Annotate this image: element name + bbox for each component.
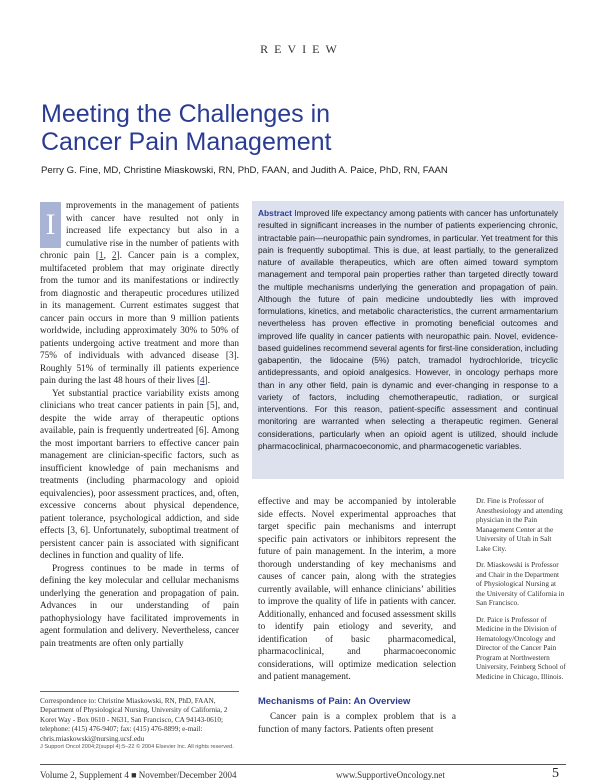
section-label: REVIEW [260, 42, 343, 56]
intro-text-middle: ]. Cancer pain is a complex, multifaceted problem that may originate directly from the tumor and its manifestations or indirectly from diagnostic and therapeutic procedures utilized in its management. Current estimates suggest that cancer pain occurs in more than 9 million patients worldwide, including approximately 30% to 50% of patients undergoing active treatment and more than 75% of individuals with advanced disease [3]. Roughly 51% of terminally ill patients experience pain during the last 48 hours of their lives [ [40, 251, 239, 386]
affiliation-miaskowski: Dr. Miaskowski is Professor and Chair in the Department of Physiological Nursing at the University of California in San Francisco. [476, 560, 565, 607]
author-affiliations [476, 496, 566, 751]
affiliation-fine: Dr. Fine is Professor of Anesthesiology and attending physician in the Pain Management Center at the University of Utah in Salt Lake City. [476, 496, 563, 553]
body-column-right [258, 496, 456, 781]
reference-separator: , [103, 251, 112, 261]
journal-citation: J Support Oncol 2004;2(suppl 4):5–22 © 2004 Elsevier Inc. All rights reserved. [40, 744, 234, 750]
reference-link-4[interactable]: 4 [200, 376, 205, 386]
section-heading: Mechanisms of Pain: An Overview [258, 694, 411, 706]
reference-link-2[interactable]: 2 [111, 251, 117, 261]
progress-paragraph: Progress continues to be made in terms of defining the key molecular and cellular mechanisms underlying the generation and propagation of pain. Advances in our understanding of pain pathophysiology have facilitated improvements in agent formulation and delivery. Nevertheless, cancer pain treatments are often only partially [40, 563, 239, 649]
author-list: Perry G. Fine, MD, Christine Miaskowski, RN, PhD, FAAN, and Judith A. Paice, PhD, RN, FAAN [41, 165, 448, 176]
footer-url[interactable]: www.SupportiveOncology.net [336, 770, 445, 780]
intro-text-end: ]. [204, 376, 211, 386]
mechanisms-paragraph: Cancer pain is a complex problem that is a function of many factors. Patients often present [258, 712, 456, 735]
abstract-label: Abstract [258, 208, 292, 218]
affiliation-paice: Dr. Paice is Professor of Medicine in the Division of Hematology/Oncology and Director of the Cancer Pain Program at Northwestern University, Feinberg School of Medicine in Chicago, Illinois. [476, 614, 566, 681]
footer-divider [40, 764, 566, 765]
abstract [258, 207, 558, 477]
footer-issue: Volume 2, Supplement 4 ■ November/December 2004 [40, 770, 237, 780]
body-column-left [40, 200, 239, 652]
abstract-text: Improved life expectancy among patients with cancer has unfortunately resulted in significant increases in the number of patients experiencing chronic, intractable pain—neuropathic pain syndromes, in particular. Yet treatment for this pain is frequently suboptimal. This is due, at least partially, to the generalized nature of available therapeutics, which are often aimed toward symptom management and temporal pain properties rather than targeted directly toward the multiple mechanisms underlying the generation and propagation of pain. Although the future of pain medicine undoubtedly lies with improved formulations, kinetics, and metabolic characteristics, the current armamentarium nevertheless has proven effective in promoting beneficial outcomes and improved life quality in cancer patients with neuropathic pain. Novel, evidence-based guidelines recommend several agents for first-line consideration, including gabapentin, the lidocaine (5%) patch, tramadol hydrochloride, tricyclic antidepressants, and opioid analgesics. However, in oncology perhaps more than in any other field, pain is dynamic and ever-changing in response to a variety of factors, including chemotherapeutic, radiation, or surgical interventions. For this reason, patient-specific assessment and continual monitoring are warranted when selecting a therapeutic regimen. General considerations, particularly when an opioid agent is utilized, should include pharmacoclinical, pharmacoeconomic, and pharmacogenetic variables. [258, 208, 558, 451]
title-line-2: Cancer Pain Management [41, 128, 332, 156]
title-line-1: Meeting the Challenges in [41, 100, 331, 128]
intro-paragraph [40, 200, 239, 388]
practice-variability-paragraph: Yet substantial practice variability exists among clinicians who treat cancer patients in pain [5], and, despite the wide array of therapeutic options available, pain is frequently undertreated [6]. Among the most important barriers to effective cancer pain management are clinician-specific factors, such as insufficient knowledge of pain mechanisms and treatments (including pharmacology and opioid equivalencies), poor assessment practices, and, often, excessive concerns about physical dependence, patient tolerance, psychological addiction, and side effects [3, 6]. Unfortunately, suboptimal treatment of persistent cancer pain is associated with significant declines in function and quality of life. [40, 388, 239, 561]
page-number: 5 [552, 766, 559, 781]
reference-link-1[interactable]: 1 [98, 251, 104, 261]
correspondence-note: Correspondence to: Christine Miaskowski, RN, PhD, FAAN, Department of Physiological Nursing, University of California, 2 Koret Way - Box 0610 - N631, San Francisco, CA 94143-0610; telephone: (415) 476-9407; fax: (415) 476-8899; e-mail: chris.miaskowski@nursing.ucsf.edu [40, 697, 228, 743]
footnote-divider [40, 691, 239, 692]
intro-text-start: mprovements in the management of patients with cancer have resulted not only in increased life expectancy but also in a cumulative rise in the number of patients with chronic pain [ [40, 201, 239, 261]
article-title [41, 100, 541, 156]
continuation-paragraph: effective and may be accompanied by intolerable side effects. Novel experimental approaches that target specific pain mechanisms and interrupt specific pain activators or inhibitors represent the future of pain management. In the interim, a more thorough understanding of key mechanisms and causes of cancer pain, along with the strategies currently available, will enhance clinicians’ abilities to improve the quality of life in patients with cancer. Additionally, enhanced and focused assessment skills to identify pain etiology and severity, and identification of basic pharmacomedical, pharmacoclinical, and pharmacoeconomic considerations, will optimize medication selection and patient management. [258, 497, 456, 682]
drop-cap: I [40, 202, 61, 248]
